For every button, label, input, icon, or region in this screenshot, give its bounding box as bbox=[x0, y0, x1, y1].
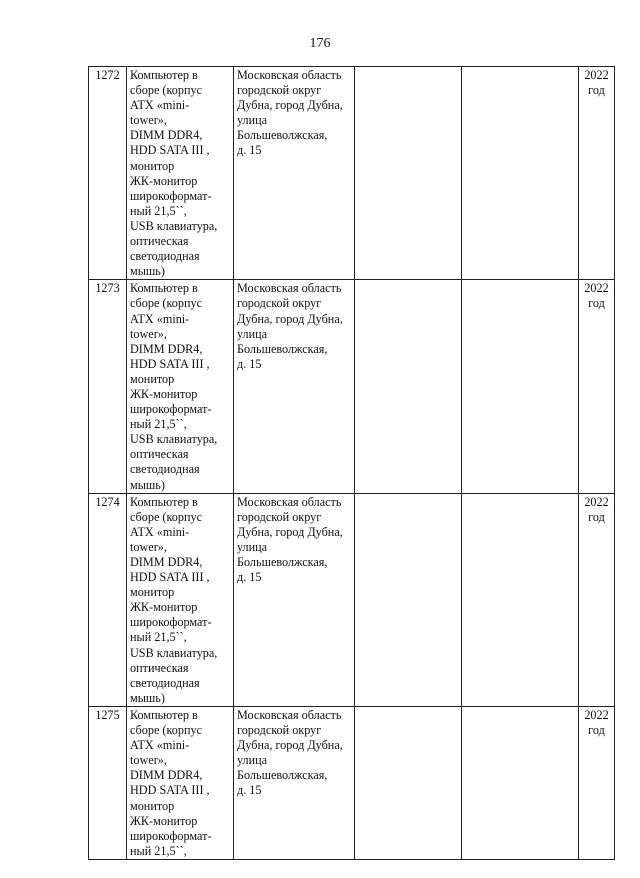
item-name-cell bbox=[127, 280, 234, 493]
address-cell bbox=[234, 706, 355, 859]
year-line: год bbox=[588, 723, 605, 738]
address-line: Московская область bbox=[237, 707, 342, 722]
item-name-line: ный 21,5``, bbox=[130, 630, 187, 645]
row-number: 1274 bbox=[95, 494, 120, 509]
year-cell bbox=[579, 493, 615, 706]
item-name-line: Компьютер в bbox=[130, 68, 198, 82]
item-name-line: ATX «mini- bbox=[130, 311, 190, 326]
item-name-line: монитор bbox=[130, 371, 175, 386]
item-name-line: HDD SATA III , bbox=[130, 356, 210, 371]
item-name-line: ЖК-монитор bbox=[130, 813, 198, 828]
year-line: год bbox=[588, 296, 605, 311]
item-name-line: оптическая bbox=[130, 660, 189, 675]
item-name-line: HDD SATA III , bbox=[130, 783, 210, 798]
item-name-line: USB клавиатура, bbox=[130, 218, 218, 233]
item-name-line: монитор bbox=[130, 158, 175, 173]
address-line: городской округ bbox=[237, 509, 322, 524]
year-line: год bbox=[588, 83, 605, 98]
item-name-line: Компьютер в bbox=[130, 494, 198, 509]
item-name-line: DIMM DDR4, bbox=[130, 341, 203, 356]
empty-cell bbox=[355, 706, 462, 859]
address-line: Дубна, город Дубна, bbox=[237, 98, 343, 113]
registry-table-body bbox=[89, 67, 615, 860]
row-number: 1273 bbox=[95, 281, 120, 296]
address-line: улица bbox=[237, 753, 268, 768]
item-name-line: монитор bbox=[130, 585, 175, 600]
item-name-line: ЖК-монитор bbox=[130, 386, 198, 401]
row-number-cell bbox=[89, 67, 127, 280]
item-name-line: широкоформат- bbox=[130, 828, 212, 843]
empty-cell bbox=[462, 493, 579, 706]
item-name-line: tower», bbox=[130, 326, 167, 341]
address-line: городской округ bbox=[237, 296, 322, 311]
address-line: Большеволжская, bbox=[237, 555, 328, 569]
item-name-line: ЖК-монитор bbox=[130, 600, 198, 615]
item-name-line: USB клавиатура, bbox=[130, 645, 218, 660]
address-line: д. 15 bbox=[237, 570, 262, 585]
empty-cell bbox=[355, 493, 462, 706]
item-name-line: светодиодная bbox=[130, 675, 200, 690]
item-name-line: сборе (корпус bbox=[130, 296, 202, 311]
year-line: 2022 bbox=[584, 707, 609, 722]
address-line: Дубна, город Дубна, bbox=[237, 738, 343, 753]
address-line: Московская область bbox=[237, 68, 342, 82]
address-line: Московская область bbox=[237, 281, 342, 296]
table-row bbox=[89, 706, 615, 859]
address-cell bbox=[234, 67, 355, 280]
page-number: 176 bbox=[309, 36, 331, 51]
item-name-line: DIMM DDR4, bbox=[130, 555, 203, 569]
item-name-line: ATX «mini- bbox=[130, 738, 190, 753]
item-name-line: мышь) bbox=[130, 264, 165, 279]
item-name-line: ATX «mini- bbox=[130, 98, 190, 113]
row-number-cell bbox=[89, 493, 127, 706]
item-name-line: широкоформат- bbox=[130, 188, 212, 203]
item-name-line: HDD SATA III , bbox=[130, 143, 210, 158]
table-row bbox=[89, 67, 615, 280]
address-line: городской округ bbox=[237, 723, 322, 738]
row-number-cell bbox=[89, 706, 127, 859]
address-line: Дубна, город Дубна, bbox=[237, 311, 343, 326]
year-line: год bbox=[588, 509, 605, 524]
address-line: улица bbox=[237, 113, 268, 128]
item-name-line: ЖК-монитор bbox=[130, 173, 198, 188]
item-name-line: ный 21,5``, bbox=[130, 843, 187, 858]
item-name-line: мышь) bbox=[130, 477, 165, 492]
address-line: д. 15 bbox=[237, 783, 262, 798]
item-name-cell bbox=[127, 493, 234, 706]
table-row bbox=[89, 280, 615, 493]
item-name-line: HDD SATA III , bbox=[130, 570, 210, 585]
address-line: Московская область bbox=[237, 494, 342, 509]
year-cell bbox=[579, 67, 615, 280]
year-line: 2022 bbox=[584, 494, 609, 509]
address-line: Дубна, город Дубна, bbox=[237, 524, 343, 539]
item-name-cell bbox=[127, 706, 234, 859]
registry-table bbox=[88, 66, 615, 860]
row-number: 1275 bbox=[95, 707, 120, 722]
empty-cell bbox=[462, 280, 579, 493]
empty-cell bbox=[355, 67, 462, 280]
item-name-line: сборе (корпус bbox=[130, 83, 202, 98]
item-name-line: DIMM DDR4, bbox=[130, 128, 203, 143]
item-name-line: сборе (корпус bbox=[130, 509, 202, 524]
empty-cell bbox=[462, 706, 579, 859]
year-line: 2022 bbox=[584, 68, 609, 82]
address-cell bbox=[234, 280, 355, 493]
address-line: улица bbox=[237, 539, 268, 554]
item-name-line: ный 21,5``, bbox=[130, 203, 187, 218]
item-name-line: широкоформат- bbox=[130, 615, 212, 630]
address-cell bbox=[234, 493, 355, 706]
year-line: 2022 bbox=[584, 281, 609, 296]
item-name-line: сборе (корпус bbox=[130, 723, 202, 738]
item-name-line: DIMM DDR4, bbox=[130, 768, 203, 783]
address-line: д. 15 bbox=[237, 356, 262, 371]
item-name-cell bbox=[127, 67, 234, 280]
item-name-line: tower», bbox=[130, 753, 167, 768]
address-line: Большеволжская, bbox=[237, 128, 328, 143]
address-line: д. 15 bbox=[237, 143, 262, 158]
address-line: Большеволжская, bbox=[237, 341, 328, 356]
item-name-line: Компьютер в bbox=[130, 281, 198, 296]
year-cell bbox=[579, 280, 615, 493]
address-line: Большеволжская, bbox=[237, 768, 328, 783]
row-number: 1272 bbox=[95, 68, 120, 82]
table-row bbox=[89, 493, 615, 706]
item-name-line: оптическая bbox=[130, 234, 189, 249]
item-name-line: мышь) bbox=[130, 690, 165, 705]
item-name-line: ный 21,5``, bbox=[130, 417, 187, 432]
row-number-cell bbox=[89, 280, 127, 493]
empty-cell bbox=[462, 67, 579, 280]
item-name-line: tower», bbox=[130, 539, 167, 554]
item-name-line: монитор bbox=[130, 798, 175, 813]
year-cell bbox=[579, 706, 615, 859]
address-line: улица bbox=[237, 326, 268, 341]
item-name-line: оптическая bbox=[130, 447, 189, 462]
item-name-line: широкоформат- bbox=[130, 402, 212, 417]
item-name-line: USB клавиатура, bbox=[130, 432, 218, 447]
item-name-line: Компьютер в bbox=[130, 707, 198, 722]
item-name-line: ATX «mini- bbox=[130, 524, 190, 539]
item-name-line: tower», bbox=[130, 113, 167, 128]
empty-cell bbox=[355, 280, 462, 493]
item-name-line: светодиодная bbox=[130, 462, 200, 477]
item-name-line: светодиодная bbox=[130, 249, 200, 264]
address-line: городской округ bbox=[237, 83, 322, 98]
